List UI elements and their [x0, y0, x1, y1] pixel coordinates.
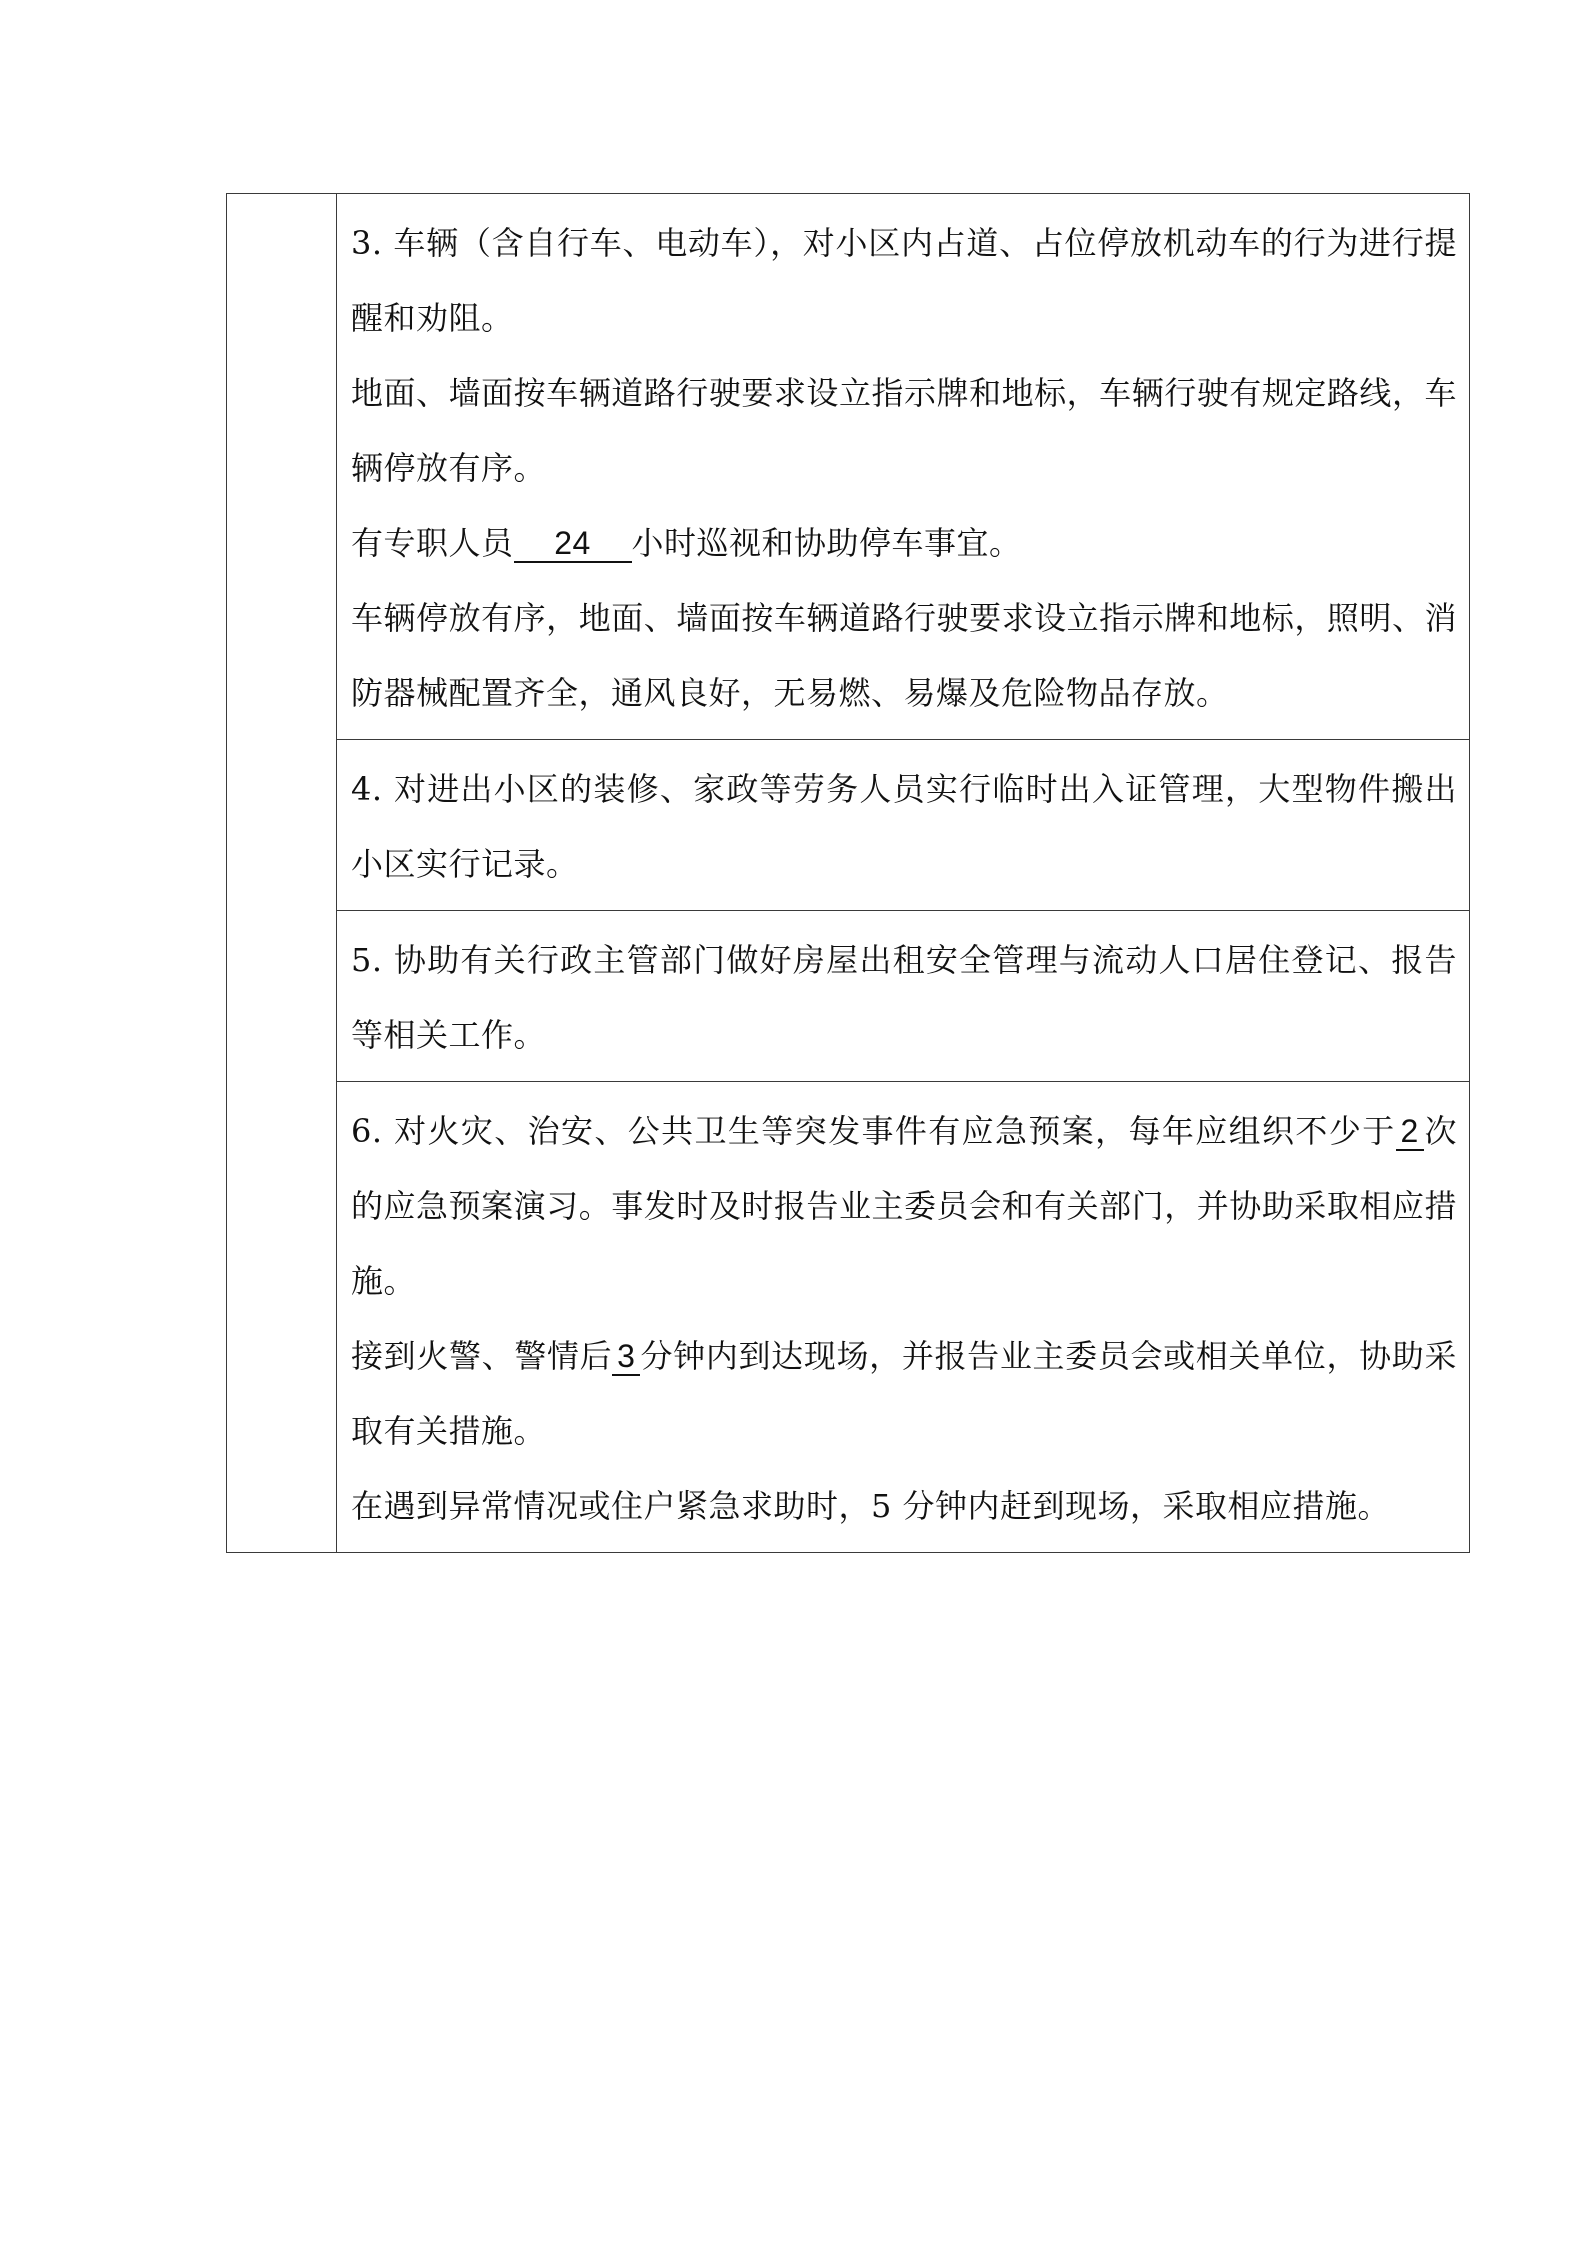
text-segment: 6. 对火灾、治安、公共卫生等突发事件有应急预案，每年应组织不少于: [351, 1112, 1396, 1150]
paragraph: 5. 协助有关行政主管部门做好房屋出租安全管理与流动人口居住登记、报告等相关工作。: [351, 941, 1457, 1054]
paragraph: 4. 对进出小区的装修、家政等劳务人员实行临时出入证管理，大型物件搬出小区实行记录。: [351, 770, 1457, 883]
content-cell: [337, 194, 1470, 740]
underlined-value: 3: [612, 1339, 640, 1376]
content-cell: [337, 911, 1470, 1082]
text-segment: 小时巡视和协助停车事宜。: [631, 524, 1022, 562]
text-segment: 次的应急预案演习。事发时及时报告业主委员会和有关部门，并协助采取相应措施。: [351, 1112, 1457, 1300]
table-row-vehicles: [227, 194, 1470, 740]
table-row-emergency: [227, 1082, 1470, 1553]
paragraph-with-blank: [351, 1094, 1457, 1319]
paragraph-with-blank: [351, 1319, 1457, 1469]
underlined-value: 24: [514, 526, 632, 563]
text-segment: 接到火警、警情后: [351, 1337, 613, 1375]
text-segment: 有专职人员: [351, 524, 514, 562]
text-segment: 分钟内到达现场，并报告业主委员会或相关单位，协助采取有关措施。: [351, 1337, 1457, 1450]
paragraph: 在遇到异常情况或住户紧急求助时，5 分钟内赶到现场，采取相应措施。: [351, 1487, 1391, 1525]
content-cell: [337, 740, 1470, 911]
underlined-value: 2: [1396, 1114, 1424, 1151]
table-row-rental: [227, 911, 1470, 1082]
left-column-cell: [227, 194, 337, 1553]
paragraph: 地面、墙面按车辆道路行驶要求设立指示牌和地标，车辆行驶有规定路线，车辆停放有序。: [351, 374, 1457, 487]
paragraph: 3. 车辆（含自行车、电动车），对小区内占道、占位停放机动车的行为进行提醒和劝阻。: [351, 224, 1457, 337]
service-standard-table: [226, 193, 1470, 1553]
paragraph: 车辆停放有序，地面、墙面按车辆道路行驶要求设立指示牌和地标，照明、消防器械配置齐全，通风良好，无易燃、易爆及危险物品存放。: [351, 599, 1457, 712]
paragraph-with-blank: [351, 506, 1457, 581]
content-cell: [337, 1082, 1470, 1553]
table-row-visitors: [227, 740, 1470, 911]
